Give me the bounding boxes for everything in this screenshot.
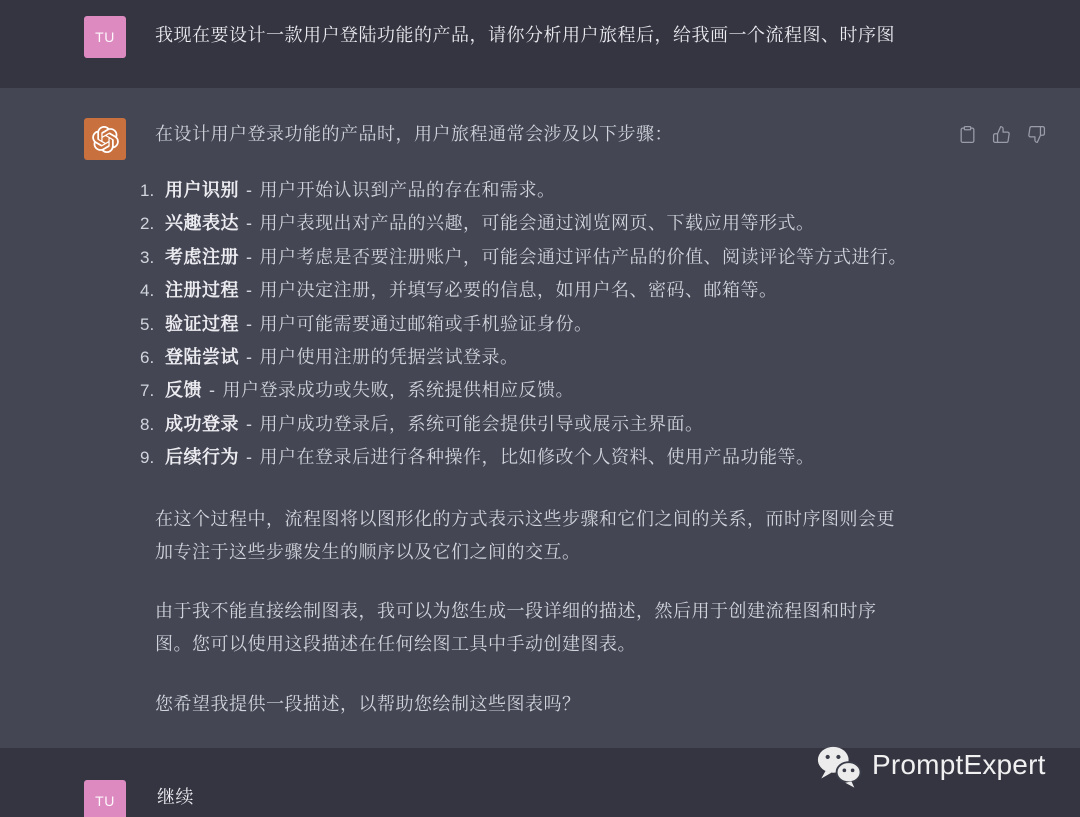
openai-logo-icon bbox=[92, 126, 119, 153]
thumbs-down-icon bbox=[1027, 125, 1046, 144]
journey-step-item: 9. 后续行为 - 用户在登录后进行各种操作，比如修改个人资料、使用产品功能等。 bbox=[140, 447, 815, 468]
assistant-paragraph bbox=[155, 503, 985, 569]
paragraph-line: 加专注于这些步骤发生的顺序以及它们之间的交互。 bbox=[155, 542, 581, 562]
journey-step-item: 5. 验证过程 - 用户可能需要通过邮箱或手机验证身份。 bbox=[140, 313, 593, 334]
copy-button[interactable] bbox=[956, 123, 978, 145]
chatgpt-avatar bbox=[84, 118, 126, 160]
user-message-text: 我现在要设计一款用户登陆功能的产品，请你分析用户旅程后，给我画一个流程图、时序图 bbox=[155, 25, 895, 45]
paragraph-line: 您希望我提供一段描述，以帮助您绘制这些图表吗？ bbox=[155, 694, 581, 714]
user-message-2-text: 继续 bbox=[157, 787, 194, 807]
paragraph-line: 由于我不能直接绘制图表，我可以为您生成一段详细的描述，然后用于创建流程图和时序 bbox=[155, 601, 877, 621]
journey-step-item: 7. 反馈 - 用户登录成功或失败，系统提供相应反馈。 bbox=[140, 380, 574, 401]
journey-step-item: 2. 兴趣表达 - 用户表现出对产品的兴趣，可能会通过浏览网页、下载应用等形式。 bbox=[140, 213, 815, 234]
journey-step-item: 1. 用户识别 - 用户开始认识到产品的存在和需求。 bbox=[140, 180, 556, 200]
journey-step-item: 4. 注册过程 - 用户决定注册，并填写必要的信息，如用户名、密码、邮箱等。 bbox=[140, 280, 778, 301]
user-journey-steps-list bbox=[140, 174, 970, 475]
clipboard-icon bbox=[958, 125, 977, 144]
assistant-paragraph bbox=[155, 595, 985, 661]
wechat-icon bbox=[816, 744, 862, 790]
journey-step-item: 3. 考虑注册 - 用户考虑是否要注册账户，可能会通过评估产品的价值、阅读评论等方式进行。 bbox=[140, 246, 907, 267]
user-avatar: TU bbox=[84, 16, 126, 58]
paragraph-line: 在这个过程中，流程图将以图形化的方式表示这些步骤和它们之间的关系，而时序图则会更 bbox=[155, 509, 895, 529]
journey-step-item: 6. 登陆尝试 - 用户使用注册的凭据尝试登录。 bbox=[140, 347, 519, 368]
user-avatar: TU bbox=[84, 780, 126, 817]
assistant-intro-text: 在设计用户登录功能的产品时，用户旅程通常会涉及以下步骤： bbox=[155, 124, 673, 144]
thumbs-up-icon bbox=[992, 125, 1011, 144]
thumbs-down-button[interactable] bbox=[1025, 123, 1047, 145]
journey-step-item: 8. 成功登录 - 用户成功登录后，系统可能会提供引导或展示主界面。 bbox=[140, 413, 704, 434]
assistant-paragraph bbox=[155, 688, 985, 721]
watermark-text: PromptExpert bbox=[872, 749, 1046, 780]
watermark bbox=[816, 744, 1046, 790]
thumbs-up-button[interactable] bbox=[990, 123, 1012, 145]
paragraph-line: 图。您可以使用这段描述在任何绘图工具中手动创建图表。 bbox=[155, 634, 636, 654]
